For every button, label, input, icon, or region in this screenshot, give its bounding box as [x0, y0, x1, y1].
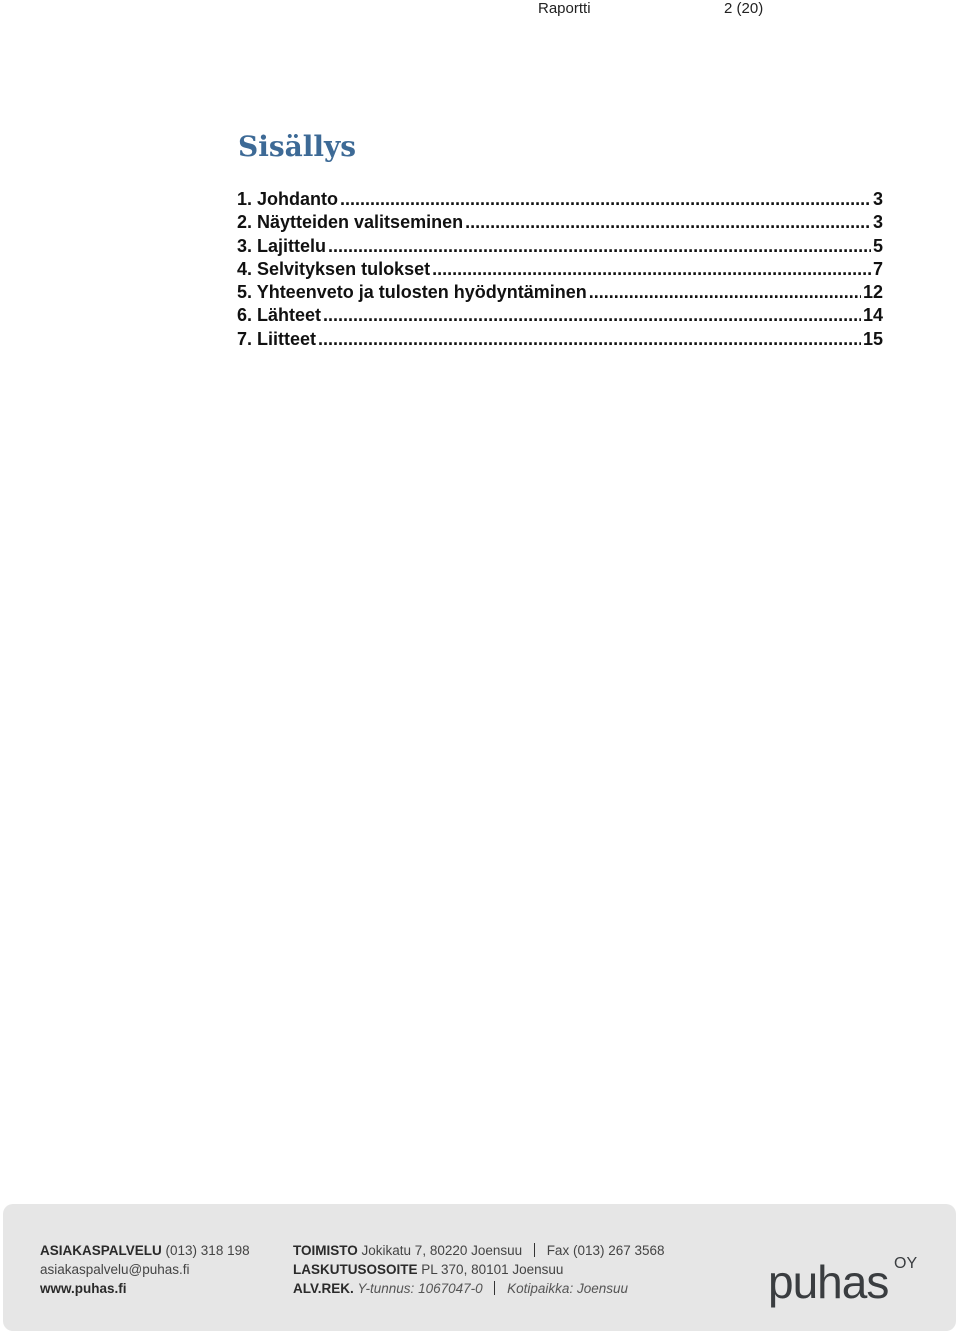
logo-suffix: OY: [894, 1255, 918, 1272]
toc-dot-leader: [432, 259, 871, 280]
website-link[interactable]: www.puhas.fi: [40, 1281, 127, 1296]
toc-dot-leader: [465, 212, 871, 233]
toc-entry[interactable]: [237, 236, 883, 259]
document-type: Raportti: [538, 0, 591, 17]
toc-entry-title: 5. Yhteenveto ja tulosten hyödyntäminen: [237, 282, 587, 303]
page-header: [0, 0, 960, 24]
business-id: Y-tunnus: 1067047-0: [357, 1281, 483, 1296]
toc-entry-page: 7: [872, 258, 883, 279]
toc-entry-title: 7. Liitteet: [237, 328, 317, 349]
footer-office-column: [293, 1241, 665, 1298]
toc-entry[interactable]: [237, 259, 883, 282]
toc-entry[interactable]: [237, 305, 883, 328]
toc-entry-page: 15: [862, 328, 883, 349]
toc-entry-title: 1. Johdanto: [237, 189, 339, 209]
toc-entry[interactable]: [237, 329, 883, 352]
toc-entry-page: 3: [872, 212, 883, 233]
footer-office-line: [293, 1241, 665, 1260]
toc-entry-page: 14: [862, 305, 883, 326]
toc-entry-page: 5: [872, 235, 883, 256]
service-label: ASIAKASPALVELU: [40, 1243, 162, 1258]
toc-dot-leader: [318, 329, 861, 350]
footer-divider: [534, 1243, 535, 1257]
toc-entry-title: 2. Näytteiden valitseminen: [237, 212, 464, 233]
fax-number: Fax (013) 267 3568: [546, 1243, 665, 1258]
toc-dot-leader: [323, 305, 861, 326]
service-phone[interactable]: (013) 318 198: [165, 1243, 250, 1258]
domicile: Kotipaikka: Joensuu: [507, 1281, 628, 1296]
toc-dot-leader: [340, 189, 871, 210]
office-address: Jokikatu 7, 80220 Joensuu: [361, 1243, 523, 1258]
toc-entry[interactable]: [237, 282, 883, 305]
footer-contact-column: [40, 1241, 250, 1298]
puhas-logo: [766, 1252, 926, 1318]
logo-wordmark: puhas: [768, 1256, 889, 1308]
toc-dot-leader: [589, 282, 861, 303]
toc-entry-title: 6. Lähteet: [237, 305, 322, 326]
toc-entry-page: 3: [872, 189, 883, 209]
footer-registration-line: [293, 1279, 665, 1298]
toc-title: Sisällys: [238, 130, 357, 163]
billing-label: LASKUTUSOSOITE: [293, 1262, 418, 1277]
table-of-contents: [237, 189, 883, 352]
toc-entry-page: 12: [862, 282, 883, 303]
page-number: 2 (20): [724, 0, 764, 17]
footer-service-line: [40, 1241, 250, 1260]
toc-dot-leader: [328, 236, 871, 257]
toc-entry-title: 3. Lajittelu: [237, 235, 327, 256]
toc-entry[interactable]: [237, 212, 883, 235]
footer-billing-line: [293, 1260, 665, 1279]
office-label: TOIMISTO: [293, 1243, 358, 1258]
toc-entry-title: 4. Selvityksen tulokset: [237, 258, 431, 279]
vat-label: ALV.REK.: [293, 1281, 354, 1296]
billing-address: PL 370, 80101 Joensuu: [421, 1262, 564, 1277]
toc-entry[interactable]: [237, 189, 883, 212]
page-footer: [3, 1204, 956, 1331]
service-email[interactable]: asiakaspalvelu@puhas.fi: [40, 1262, 190, 1277]
footer-divider: [494, 1281, 495, 1295]
